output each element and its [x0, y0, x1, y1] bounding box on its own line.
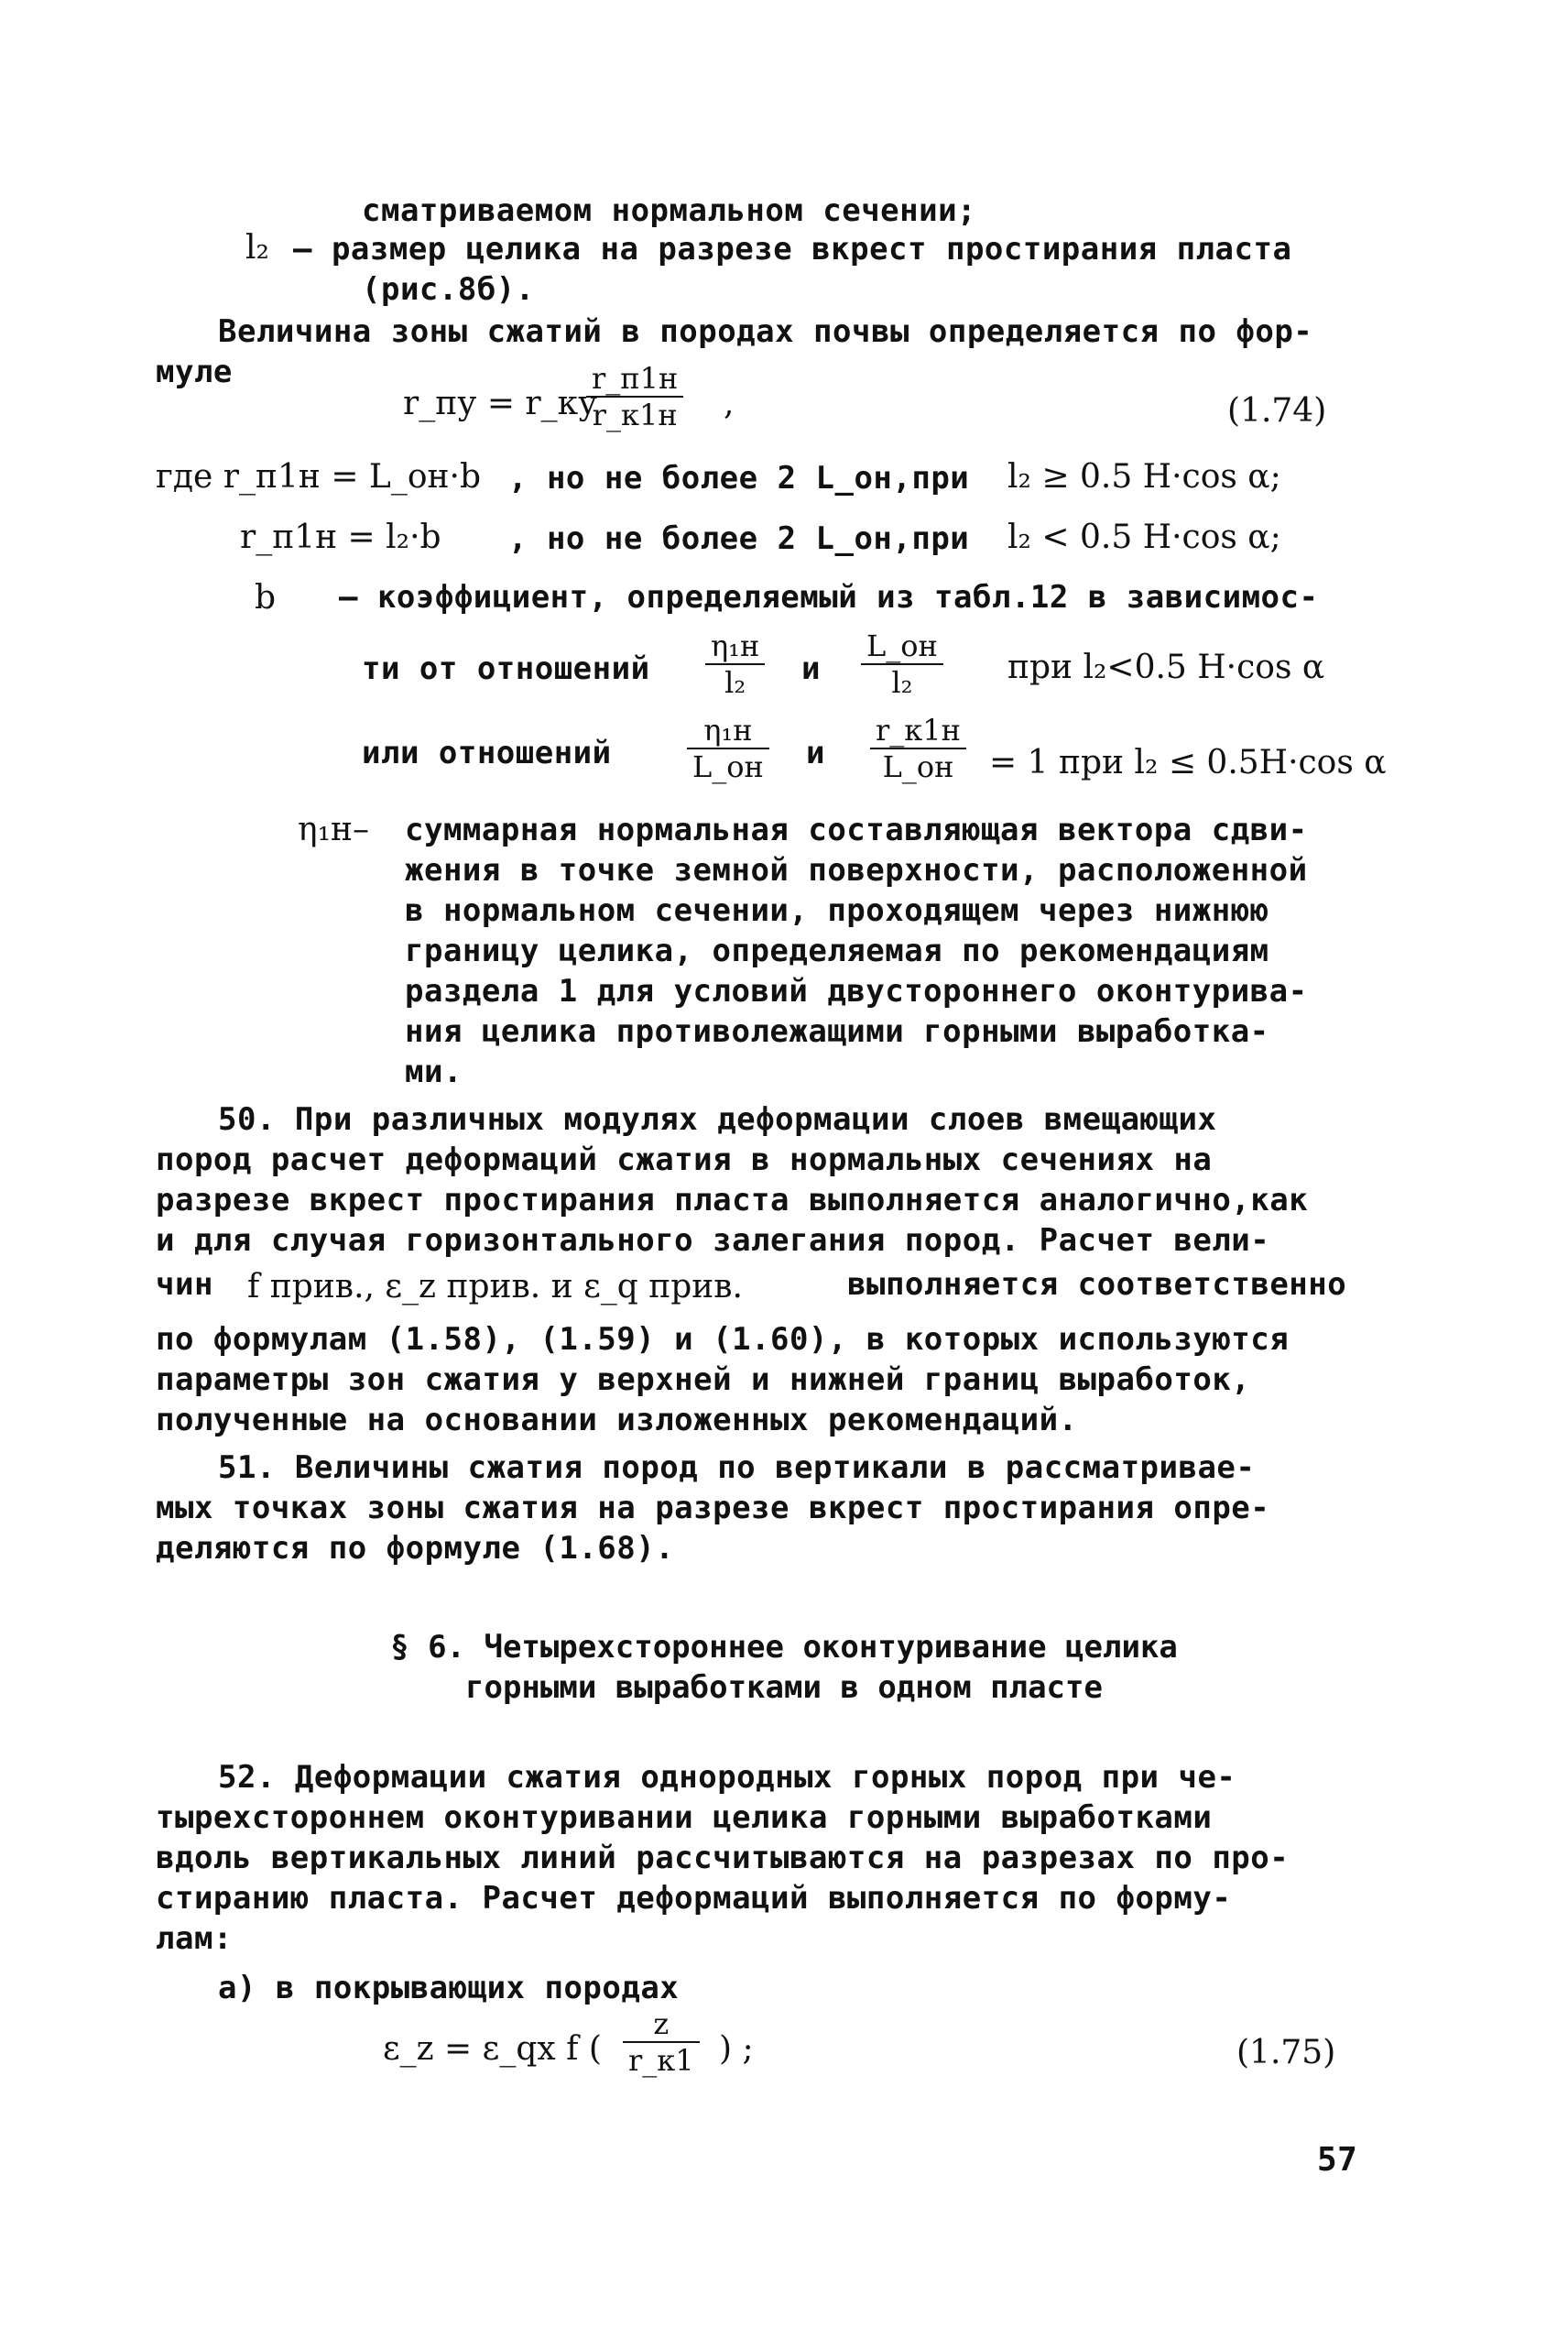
section-title-line-1: § 6. Четырехстороннее оконтуривание целика [390, 1629, 1178, 1666]
equation-1-74-lhs: r_пу = r_ку [403, 385, 598, 422]
fraction-numerator: L_он [866, 628, 938, 663]
text-line: 50. При различных модулях деформации слоев вмещающих [218, 1101, 1217, 1138]
condition-text: при l₂<0.5 H·cos α [1007, 649, 1325, 686]
text-line: деляются по формуле (1.68). [156, 1530, 675, 1567]
equation-1-75-lhs: ε_z = ε_qx f ( [383, 2030, 602, 2068]
text-line: – коэффициент, определяемый из табл.12 в зависимос- [339, 579, 1319, 616]
fraction-denominator: L_он [687, 748, 769, 784]
section-title-line-2: горными выработками в одном пласте [465, 1669, 1103, 1706]
fraction-numerator: η₁н [711, 628, 760, 663]
where-line-2-cond: l₂ < 0.5 H·cos α; [1007, 519, 1281, 556]
text-line: – размер целика на разрезе вкрест простирания пласта [293, 231, 1292, 268]
text-line: параметры зон сжатия у верхней и нижней границ выработок, [156, 1361, 1251, 1398]
fraction-numerator: z [653, 2006, 670, 2041]
where-line-1-mid: , но не более 2 L_он,при [508, 460, 970, 497]
equation-1-75-rhs: ) ; [719, 2030, 754, 2068]
text-line: по формулам (1.58), (1.59) и (1.60), в которых используются [156, 1321, 1290, 1358]
fraction-numerator: η₁н [703, 713, 753, 748]
text-line: тырехстороннем оконтуривании целика горными выработками [156, 1799, 1213, 1836]
condition-text: = 1 при l₂ ≤ 0.5H·cos α [989, 744, 1387, 781]
fraction-eta-over-l [687, 713, 769, 784]
where-line-1-cond: l₂ ≥ 0.5 H·cos α; [1007, 458, 1281, 496]
text-line: вдоль вертикальных линий рассчитываются на разрезах по про- [156, 1840, 1290, 1876]
fraction-denominator: r_к1н [586, 396, 683, 432]
text-line: а) в покрывающих породах [218, 1970, 680, 2006]
text-line: ти от отношений [362, 650, 650, 687]
fraction-numerator: r_к1н [876, 713, 961, 748]
where-line-1-lhs: где r_п1н = L_он·b [156, 458, 481, 496]
text-line: сматриваемом нормальном сечении; [362, 192, 977, 229]
equation-number-1-74: (1.74) [1227, 392, 1327, 430]
text-and: и [806, 735, 825, 771]
text-line: чин [156, 1266, 213, 1303]
fraction-l-over-l2 [861, 628, 943, 700]
text-line: суммарная нормальная составляющая вектора сдви- [405, 812, 1308, 848]
text-line: ми. [405, 1054, 463, 1090]
equation-comma: , [724, 385, 735, 422]
text-line: лам: [156, 1920, 233, 1957]
fraction-eta-over-l2 [705, 628, 765, 700]
where-line-2-lhs: r_п1н = l₂·b [240, 519, 441, 556]
text-line: полученные на основании изложенных рекомендаций. [156, 1402, 1078, 1438]
text-line: 52. Деформации сжатия однородных горных пород при че- [218, 1759, 1236, 1796]
equation-1-75-fraction [623, 2006, 700, 2078]
text-line: в нормальном сечении, проходящем через нижнюю [405, 892, 1269, 929]
text-line: или отношений [362, 735, 612, 771]
equation-1-74-fraction [586, 361, 683, 432]
text-line: муле [156, 354, 233, 390]
equation-number-1-75: (1.75) [1236, 2034, 1336, 2071]
text-line: раздела 1 для условий двустороннего оконтурива- [405, 973, 1308, 1010]
text-line: (рис.8б). [362, 271, 535, 308]
text-and: и [801, 650, 821, 687]
fraction-denominator: l₂ [705, 663, 765, 700]
text-line: разрезе вкрест простирания пласта выполняется аналогично,как [156, 1182, 1309, 1218]
fraction-denominator: r_к1 [623, 2041, 700, 2078]
text-line: стиранию пласта. Расчет деформаций выполняется по форму- [156, 1880, 1232, 1917]
text-line: выполняется соответственно [847, 1266, 1347, 1303]
text-line: ния целика противолежащими горными выработка- [405, 1013, 1269, 1050]
fraction-denominator: l₂ [861, 663, 943, 700]
fraction-r-over-l [870, 713, 966, 784]
text-line: 51. Величины сжатия пород по вертикали в рассматривае- [218, 1449, 1256, 1486]
symbol-b: b [255, 579, 277, 617]
text-line: границу целика, определяемая по рекомендациям [405, 933, 1269, 969]
text-line: и для случая горизонтального залегания пород. Расчет вели- [156, 1222, 1270, 1259]
text-line: Величина зоны сжатий в породах почвы определяется по фор- [218, 313, 1313, 350]
text-line: мых точках зоны сжатия на разрезе вкрест простирания опре- [156, 1490, 1270, 1526]
symbol-eta: η₁н– [298, 811, 369, 848]
fraction-numerator: r_п1н [592, 361, 679, 396]
symbol-l2: l₂ [245, 229, 269, 267]
text-line: пород расчет деформаций сжатия в нормальных сечениях на [156, 1142, 1213, 1178]
fraction-denominator: L_он [870, 748, 966, 784]
where-line-2-mid: , но не более 2 L_он,при [508, 520, 970, 557]
inline-formula: f прив., ε_z прив. и ε_q прив. [247, 1268, 743, 1306]
text-line: жения в точке земной поверхности, расположенной [405, 852, 1308, 889]
page-number: 57 [1317, 2141, 1358, 2179]
